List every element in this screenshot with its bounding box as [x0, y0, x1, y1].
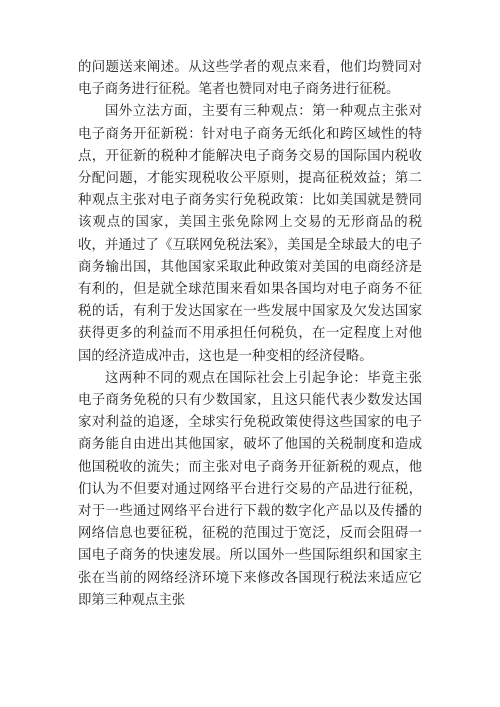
paragraph-continuation: 的问题送来阐述。从这些学者的观点来看，他们均赞同对电子商务进行征税。笔者也赞同对电子商务进行征税。 — [78, 60, 422, 98]
paragraph-debate: 这两种不同的观点在国际社会上引起争论：毕竟主张电子商务免税的只有少数国家，且这只能代表少数发达国家对利益的追逐，全球实行免税政策使得这些国家的电子商务能自由进出其他国家，破坏了他国的关税制度和造成他国税收的流失；而主张对电子商务开征新税的观点，他们认为不但要对通过网络平台进行交易的产品进行征税，对于一些通过网络平台进行下载的数字化产品以及传播的网络信息也要征税，征税的范围过于宽泛，反而会阻碍一国电子商务的快速发展。所以国外一些国际组织和国家主张在当前的网络经济环境下来修改各国现行税法来适应它即第三种观点主张 — [78, 370, 422, 608]
paragraph-foreign-legislation: 国外立法方面，主要有三种观点：第一种观点主张对电子商务开征新税：针对电子商务无纸化和跨区域性的特点，开征新的税种才能解决电子商务交易的国际国内税收分配问题，才能实现税收公平原则，提高征税效益；第二种观点主张对电子商务实行免税政策：比如美国就是赞同该观点的国家，美国主张免除网上交易的无形商品的税收，并通过了《互联网免税法案》，美国是全球最大的电子商务输出国，其他国家采取此种政策对美国的电商经济是有利的，但是就全球范围来看如果各国均对电子商务不征税的话，有利于发达国家在一些发展中国家及欠发达国家获得更多的利益而不用承担任何税负，在一定程度上对他国的经济造成冲击，这也是一种变相的经济侵略。 — [78, 104, 422, 364]
document-body — [78, 57, 422, 612]
